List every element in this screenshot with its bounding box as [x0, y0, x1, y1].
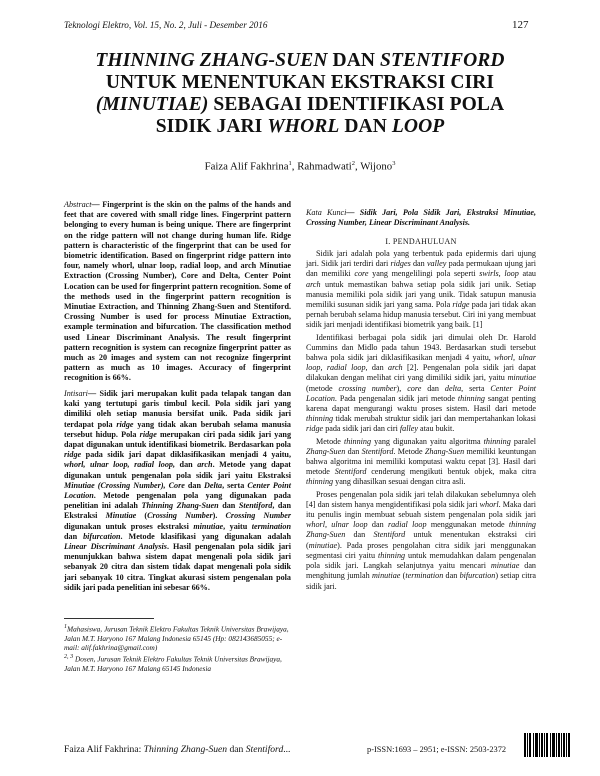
paragraph: Identifikasi berbagai pola sidik jari dimulai oleh Dr. Harold Cummins dan Midlo pada tahun 1943. Berdasarkan studi tersebut bahwa pola sidik jari diklasifikasikan menjadi 4 yaitu, whorl, ulnar loop, radial loop, dan arch [2]. Pengenalan pola sidik jari dapat dilakukan dengan melihat ciri yang dimiliki sidik jari, yaitu minutiae (metode crossing number), core dan delta, serta Center Point Location. Pada pengenalan sidik jari metode thinning sangat penting karena dapat mengurangi waktu proses sistem. Hasil dari metode thinning tidak merubah struktur sidik jari dan mempertahankan lokasi ridge pada sidik jari dan ciri falley atau bukit.	[306, 332, 537, 434]
abstract	[64, 200, 291, 384]
author-name: Wijono	[360, 160, 393, 173]
running-footer: Faiza Alif Fakhrina: Thinning Zhang-Suen dan Stentiford...	[64, 744, 291, 755]
title-line-4: SIDIK JARI WHORL DAN LOOP	[155, 116, 445, 137]
body-text	[306, 249, 536, 594]
title-line-2: UNTUK MENENTUKAN EKSTRAKSI CIRI	[105, 72, 495, 93]
paragraph: Proses pengenalan pola sidik jari telah dilakukan sebelumnya oleh [4] dan sistem hanya mengidentifikasi pola sidik jari whorl. Maka dari itu penulis ingin membuat sebuah sistem pengenalan pola sidik jari whorl, ulnar loop dan radial loop menggunakan metode thinning Zhang-Suen dan Stentiford untuk menentukan ekstraksi ciri (minutiae). Pada proses pengolahan citra sidik jari menggunakan segmentasi ciri yaitu thinning untuk memudahkan dalam pengenalan pola sidik jari. Langkah selanjutnya yaitu mencari minutiae dan menghitung jumlah minutiae (termination dan bifurcation) setiap citra sidik jari.	[306, 489, 537, 591]
footnotes	[64, 623, 291, 674]
intisari: Intisari— Sidik jari merupakan kulit pada telapak tangan dan kaki yang tertutupi garis timbul kecil. Pola sidik jari yang dimiliki oleh setiap manusia bersifat unik. Pada sidik jari terdapat pola ridge yang tidak akan berubah selama manusia tersebut hidup. Pola ridge merupakan ciri pada sidik jari yang dapat digunakan untuk identifikasi biometrik. Berdasarkan pola ridge pada sidik jari dapat diklasifikasikan menjadi 4 yaitu, whorl, ulnar loop, radial loop, dan arch. Metode yang dapat digunakan untuk pengenalan pola sidik jari yaitu Ekstraksi Minutiae (Crossing Number), Core dan Delta, serta Center Point Location. Metode pengenalan pola yang digunakan pada penelitian ini adalah Thinning Zhang-Suen dan Stentiford, dan Ekstraksi Minutiae (Crossing Number). Crossing Number digunakan untuk proses ekstraksi minutiae, yaitu termination dan bifurcation. Metode klasifikasi yang digunakan adalah Linear Discriminant Analysis. Hasil pengenalan pola sidik jari menunjukkan bahwa sistem dapat mengenali pola sidik jari sebanyak 20 citra dan sistem tidak dapat mengenali pola sidik jari sebanyak 10 citra. Tingkat akurasi sistem pengenalan pola sidik jari pada penelitian ini sebesar 66%.	[64, 389, 292, 592]
author-name: Faiza Alif Fakhrina	[204, 160, 289, 173]
paragraph: Sidik jari adalah pola yang terbentuk pada epidermis dari ujung jari. Sidik jari terdiri dari ridges dan valley pada permukaan ujung jari dan memiliki core yang mengelilingi pola seperti swirls, loop atau arch untuk memastikan bahwa setiap pola sidik jari unik. Setiap manusia memiliki pola sidik jari yang unik. Tidak satupun manusia memiliki susunan sidik jari yang sama. Pola ridge pada jari tidak akan pernah berubah selama hidup manusia tersebut. Ciri ini yang membuat sidik jari menjadi identifikasi biometrik yang baik. [1]	[306, 249, 536, 330]
keywords-label: Kata Kunci	[306, 208, 347, 217]
page-number: 127	[512, 19, 529, 31]
section-heading: I. PENDAHULUAN	[385, 237, 457, 246]
running-header: Teknologi Elektro, Vol. 15, No. 2, Juli - Desember 2016	[64, 20, 268, 30]
footnote-divider	[64, 618, 154, 619]
keywords	[306, 208, 536, 228]
intisari-label: Intisari	[64, 389, 88, 398]
keywords-text: — Sidik Jari, Pola Sidik Jari, Ekstraksi Minutiae, Crossing Number, Linear Discriminant Analysis.	[306, 208, 536, 228]
author-list: Faiza Alif Fakhrina$^1$, Rahmadwati$^2$, Wijono$^3$	[204, 160, 396, 173]
title-line-3: (MINUTIAE) SEBAGAI IDENTIFIKASI POLA	[95, 94, 505, 115]
issn: p-ISSN:1693 – 2951; e-ISSN: 2503-2372	[367, 745, 507, 754]
paragraph: Metode thinning yang digunakan yaitu algoritma thinning paralel Zhang-Suen dan Stentiford. Metode Zhang-Suen memiliki keuntungan bahwa algoritma ini memiliki komputasi waktu cepat [3]. Hasil dari metode Stentiford cenderung mengikuti bentuk objek, maka citra thinning yang dihasilkan sesuai dengan citra asli.	[306, 436, 537, 487]
paper-title	[40, 50, 560, 138]
title-line-1: THINNING ZHANG-SUEN DAN STENTIFORD	[95, 50, 505, 71]
barcode-icon	[524, 733, 570, 757]
footnote-2: $^{2, 3}$ Dosen, Jurusan Teknik Elektro Fakultas Teknik Universitas Brawijaya, Jalan M.T. Haryono 167 Malang 65145 Indonesia	[64, 654, 282, 674]
abstract-text: — Fingerprint is the skin on the palms of the hands and feet that are covered with small ridge lines. Fingerprint pattern belonging to every human is being unique. There are fingerprint on the ridge pattern will not change during human life. Ridge pattern is characteristic of the fingerprint that can be used for biometric identification. Based on fingerprint ridge pattern into four, namely whorl, ulnar loop, radial loop, and arch Minutiae Extraction (Crossing Number), Core and Delta, Center Point Location can be used for fingerprint pattern recognition. Some of the methods used in the fingerprint pattern recognition is Minutiae Extraction, and Thinning Zhang-Suen and Stentiford. Crossing Number is used for process Minutiae Extraction, example termination and bifurcation. The classification method used Linear Discriminant Analysis. The result fingerprint pattern recognition is system can recognize fingerprint patter as much as 20 images and system can not recognize fingerprint pattern as much as 10 images. Accuracy of fingerprint recognition is 66%.	[64, 200, 291, 383]
footnote-1: $^1$Mahasiswa, Jurusan Teknik Elektro Fakultas Teknik Universitas Brawijaya, Jalan M.T. Haryono 167 Malang Indonesia 65145 (Hp: 082143685055; e-mail: alif.fakhrina@gmail.com)	[64, 624, 289, 653]
author-name: Rahmadwati	[297, 160, 352, 173]
abstract-label: Abstract	[64, 200, 92, 209]
